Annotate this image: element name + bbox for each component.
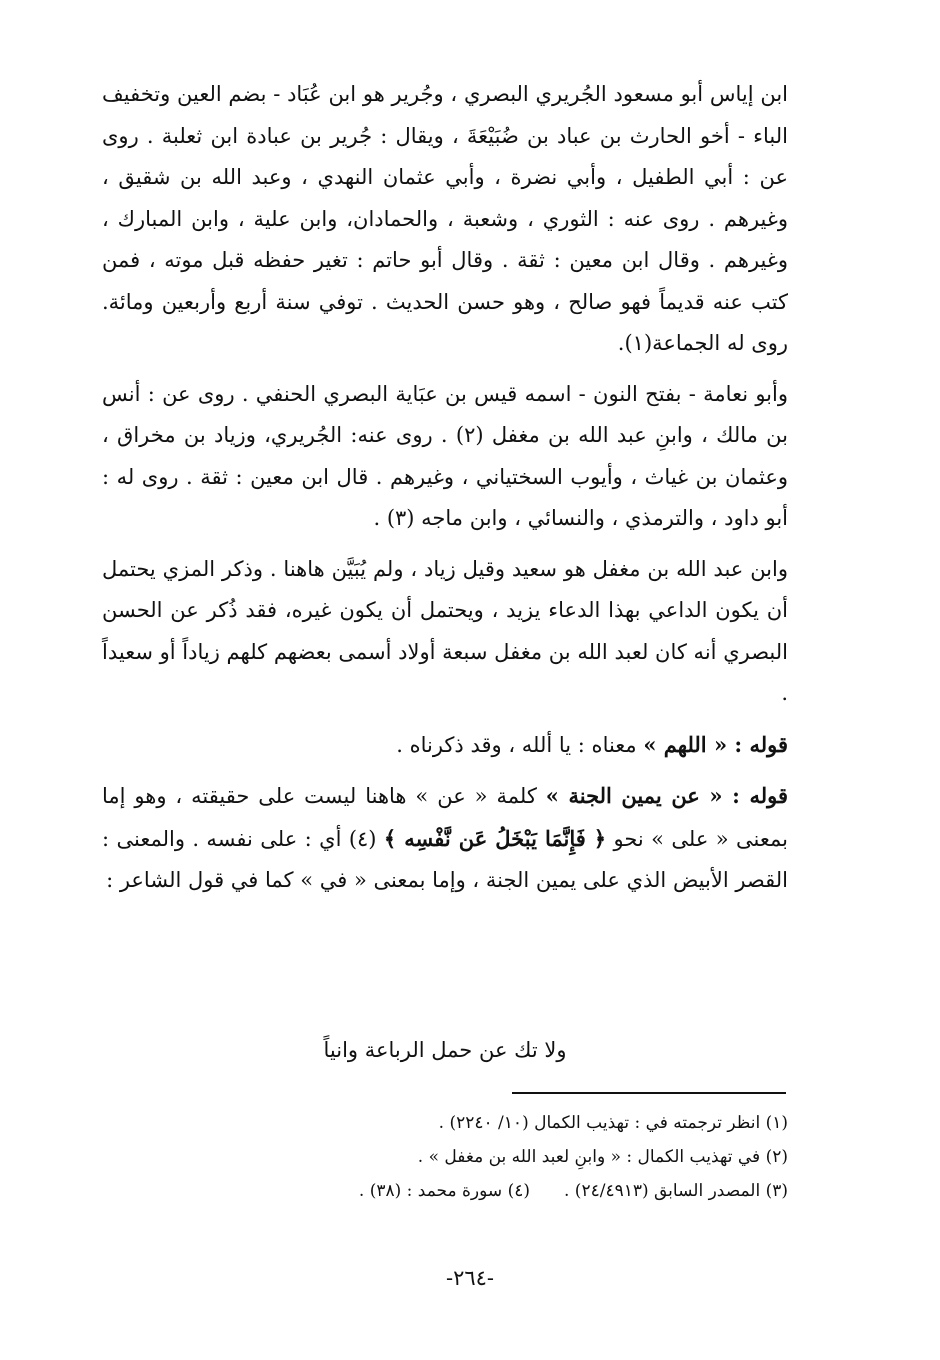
paragraph-jurayri: ابن إياس أبو مسعود الجُريري البصري ، وجُرير هو ابن عُبَاد - بضم العين وتخفيف الباء - أخو الحارث بن عباد بن ضُبَيْعَةَ ، ويقال : جُرير بن عبادة ابن ثعلبة . روى عن : أبي الطفيل ، وأبي نضرة ، وأبي عثمان النهدي ، وعبد الله بن شقيق ، وغيرهم . روى عنه : الثوري ، وشعبة ، والحمادان، وابن علية ، وابن المبارك ، وغيرهم . وقال ابن معين : ثقة . وقال أبو حاتم : تغير حفظه قبل موته ، فمن كتب عنه قديماً فهو صالح ، وهو حسن الحديث . توفي سنة أربع وأربعين ومائة. روى له الجماعة(١).	[102, 82, 788, 355]
footnote-row-3-4	[102, 1174, 788, 1208]
page-number: -٢٦٤-	[445, 1266, 495, 1290]
phrase-label-allahumma: قوله : « اللهم »	[643, 731, 788, 757]
paragraph-text: كلمة « عن » هاهنا ليست على حقيقته ، وهو إما بمعنى « على » نحو	[102, 784, 788, 851]
paragraph-abu-naama: وأبو نعامة - بفتح النون - اسمه قيس بن عبَاية البصري الحنفي . روى عن : أنس بن مالك ، وابنِ عبد الله بن مغفل (٢) . روى عنه: الجُريري، وزياد بن مخراق ، وعثمان بن غياث ، وأيوب السختياني ، وغيرهم . قال ابن معين : ثقة . روى له : أبو داود ، والترمذي ، والنسائي ، وابن ماجه (٣) .	[102, 381, 789, 530]
phrase-label-right-of-paradise: قوله : « عن يمين الجنة »	[545, 783, 788, 808]
footnote-2: (٢) في تهذيب الكمال : « وابنِ لعبد الله بن مغفل » .	[417, 1147, 788, 1167]
paragraph-text: (٤) أي : على نفسه . والمعنى : القصر الأبيض الذي على يمين الجنة ، وإما بمعنى « في » كما في قول الشاعر :	[102, 826, 788, 892]
paragraph-ibn-mughaffal: وابن عبد الله بن مغفل هو سعيد وقيل زياد ، ولم يُبَيَّن هاهنا . وذكر المزي يحتمل أن يكون الداعي بهذا الدعاء يزيد ، ويحتمل أن يكون غيره، فقد ذُكر عن الحسن البصري أنه كان لعبد الله بن مغفل سبعة أولاد أسمى بعضهم كلهم زياداً أو سعيداً .	[102, 556, 788, 705]
footnote-4: (٤) سورة محمد : (٣٨) .	[358, 1181, 530, 1201]
footnote-3: (٣) المصدر السابق (٢٤/٤٩١٣) .	[564, 1181, 788, 1201]
paragraph-allahumma	[102, 724, 788, 767]
footnotes	[102, 1106, 788, 1208]
main-text	[102, 74, 788, 911]
footnote-divider	[512, 1092, 786, 1094]
paragraph-right-of-paradise	[102, 775, 788, 902]
poetry-verse: ولا تك عن حمل الرباعة وانياً	[323, 1038, 567, 1062]
footnote-1: (١) انظر ترجمته في : تهذيب الكمال (١٠/ ٢٢٤٠) .	[438, 1113, 788, 1133]
quran-quote: ﴿ فَإِنَّمَا يَبْخَلُ عَن نَّفْسِه ﴾	[383, 825, 607, 851]
paragraph-text: معناه : يا ألله ، وقد ذكرناه .	[396, 732, 644, 757]
